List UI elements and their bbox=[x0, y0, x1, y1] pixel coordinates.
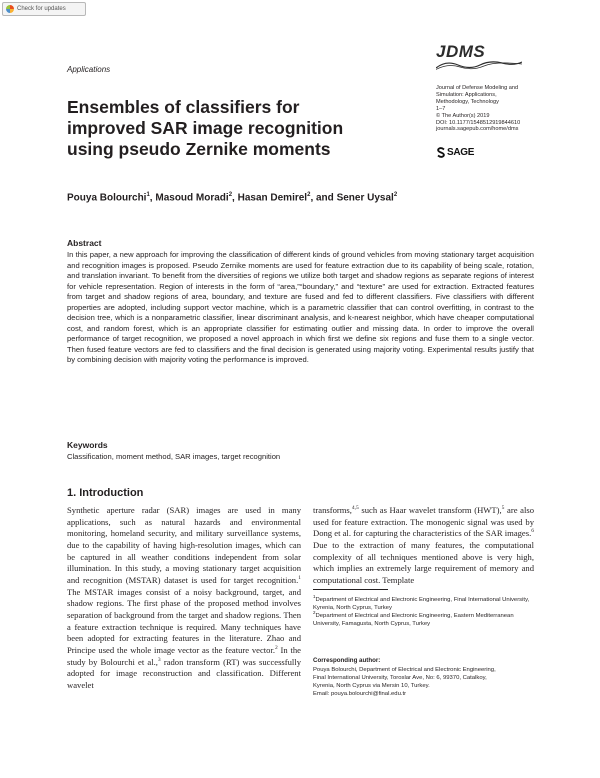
author-separator: , bbox=[149, 192, 156, 204]
author-list bbox=[67, 192, 397, 203]
affiliation-item bbox=[313, 596, 534, 612]
citation-ref[interactable]: 6 bbox=[531, 528, 534, 535]
corresponding-line: Pouya Bolourchi, Department of Electrical and Electronic Engineering, bbox=[313, 667, 496, 673]
author-name: Hasan Demirel bbox=[237, 192, 308, 204]
affiliations bbox=[313, 596, 534, 628]
journal-meta-line: Simulation: Applications, bbox=[436, 91, 497, 98]
affiliation-item bbox=[313, 612, 534, 628]
keywords-heading: Keywords bbox=[67, 440, 108, 450]
article-category: Applications bbox=[67, 65, 111, 74]
affiliation-marker: 2 bbox=[307, 192, 311, 198]
body-text: radon transform (RT) was successfully adopted for image reconstruction and classification. Different wavelet bbox=[67, 656, 301, 690]
body-text: Synthetic aperture radar (SAR) images are used in many applications, such as natural hazards and environmental monitoring, homeland security, and military surveillance systems, due to the capability of having high-resolution images, which can be captured in all weather conditions independent from solar illumination. In this study, a moving stationary target acquisition and recognition (MSTAR) dataset is used for target recognition. bbox=[67, 505, 301, 585]
corresponding-author-details bbox=[313, 666, 534, 698]
corresponding-line: Final International University, Toroslar Ave, No: 6, 99370, Catalkoy, bbox=[313, 675, 487, 682]
journal-meta-line: 1–7 bbox=[436, 105, 446, 112]
email-link[interactable]: Email: pouya.bolourchi@final.edu.tr bbox=[313, 691, 407, 698]
publisher-logo bbox=[436, 147, 474, 158]
affiliation-marker: 2 bbox=[313, 610, 316, 616]
citation-ref[interactable]: 3 bbox=[157, 656, 161, 663]
journal-logo-wave-icon bbox=[436, 60, 522, 70]
citation-ref[interactable]: 5 bbox=[501, 505, 505, 512]
body-text: In the study by Bolourchi et al., bbox=[67, 644, 301, 667]
check-for-updates-badge[interactable] bbox=[2, 2, 86, 16]
author-name: Pouya Bolourchi bbox=[67, 192, 147, 204]
abstract-heading: Abstract bbox=[67, 238, 102, 248]
affiliation-text: Department of Electrical and Electronic Engineering, Final International University, Kyrenia, North Cyprus, Turkey bbox=[313, 597, 530, 612]
corresponding-author-heading: Corresponding author: bbox=[313, 657, 381, 664]
corresponding-line: Kyrenia, North Cyprus via Mersin 10, Turkey. bbox=[313, 683, 430, 690]
journal-url-link[interactable]: journals.sagepub.com/home/dms bbox=[436, 126, 519, 133]
affiliation-marker: 1 bbox=[313, 594, 316, 600]
abstract-text: In this paper, a new approach for improving the classification of different kinds of ground vehicles from moving stationary target acquisition and recognition images is proposed. Pseudo Zernike moments are used for feature extraction due to its capability of being scale, rotation, and translation invariant. To benefit from the diversities of regions we utilize both target and shadow regions as separate regions of interest for vehicle representation. Region of interests in the form of “area,”“boundary,” and “texture” are used for extraction. Extracted features from target and shadow regions of area, boundary, and texture are fused and fed to different classifiers. Five classifiers with different properties are adopted, including support vector machine, which is a parametric classifier that can control overfitting, in contrast to the decision tree, which is a nonparametric classifier, linear discriminant analysis, and k-nearest neighbor, which have cheaper computational cost, and random forest, which is an appropriate classifier for estimating outlier and missing data. In order to improve the overall performance of target recognition, we proposed a novel approach in which first we define six regions and fuse them to a single vector. Then fused feature vectors are fed to classifiers and the final decision is generated using majority voting. Experimental results justify that by combining decision with majority voting the performance is improved. bbox=[67, 250, 534, 365]
body-column-left bbox=[67, 505, 301, 692]
affiliation-marker: 1 bbox=[146, 192, 150, 198]
sage-s-icon bbox=[436, 147, 446, 158]
journal-meta-line: © The Author(s) 2019 bbox=[436, 112, 490, 119]
journal-meta-line: Journal of Defense Modeling and bbox=[436, 85, 519, 91]
body-column-right bbox=[313, 505, 534, 587]
doi-link[interactable]: DOI: 10.1177/1548512919844610 bbox=[436, 119, 521, 126]
publisher-name: SAGE bbox=[447, 147, 475, 158]
body-text: such as Haar wavelet transform (HWT), bbox=[358, 505, 502, 515]
citation-ref[interactable]: 2 bbox=[275, 645, 278, 652]
author-separator: , bbox=[232, 192, 238, 204]
check-for-updates-label: Check for updates bbox=[17, 6, 66, 12]
body-text: are also used for feature extraction. The monogenic signal was used by Dong et al. for capturing the characteristics of the SAR images. bbox=[313, 505, 534, 539]
journal-metadata bbox=[436, 85, 546, 133]
keywords-text: Classification, moment method, SAR images, target recognition bbox=[67, 452, 281, 461]
affiliation-marker: 2 bbox=[228, 192, 233, 198]
body-text: transforms, bbox=[313, 505, 352, 515]
journal-logo: JDMS bbox=[436, 42, 486, 61]
author-name: Sener Uysal bbox=[336, 192, 394, 204]
crossmark-icon bbox=[6, 5, 14, 13]
article-title: Ensembles of classifiers for improved SAR image recognition using pseudo Zernike moments bbox=[67, 97, 344, 159]
journal-meta-line: Methodology, Technology bbox=[436, 98, 499, 105]
author-separator: , and bbox=[310, 192, 337, 204]
citation-ref[interactable]: 4,5 bbox=[351, 505, 359, 512]
affiliation-text: Department of Electrical and Electronic Engineering, Eastern Mediterranean University, Famagusta, North Cyprus, Turkey bbox=[313, 613, 514, 628]
author-name: Masoud Moradi bbox=[155, 192, 229, 204]
footnote-divider bbox=[313, 589, 388, 590]
body-text: Due to the extraction of many features, the computational complexity of all techniques mentioned above is very high, which implies an extremely large requirement of memory and computational cost. Template bbox=[313, 539, 534, 585]
affiliation-marker: 2 bbox=[393, 192, 398, 198]
body-text: The MSTAR images consist of a noisy background, target, and shadow regions. The first phase of the proposed method involves separation of background from the target and shadow regions. Then a feature extraction technique is required. Many techniques have been adopted for extracting features in the literature. Zhao and Principe used the whole image vector as the feature vector. bbox=[67, 586, 301, 655]
citation-ref[interactable]: 1 bbox=[298, 575, 301, 582]
section-heading: 1. Introduction bbox=[67, 487, 144, 499]
